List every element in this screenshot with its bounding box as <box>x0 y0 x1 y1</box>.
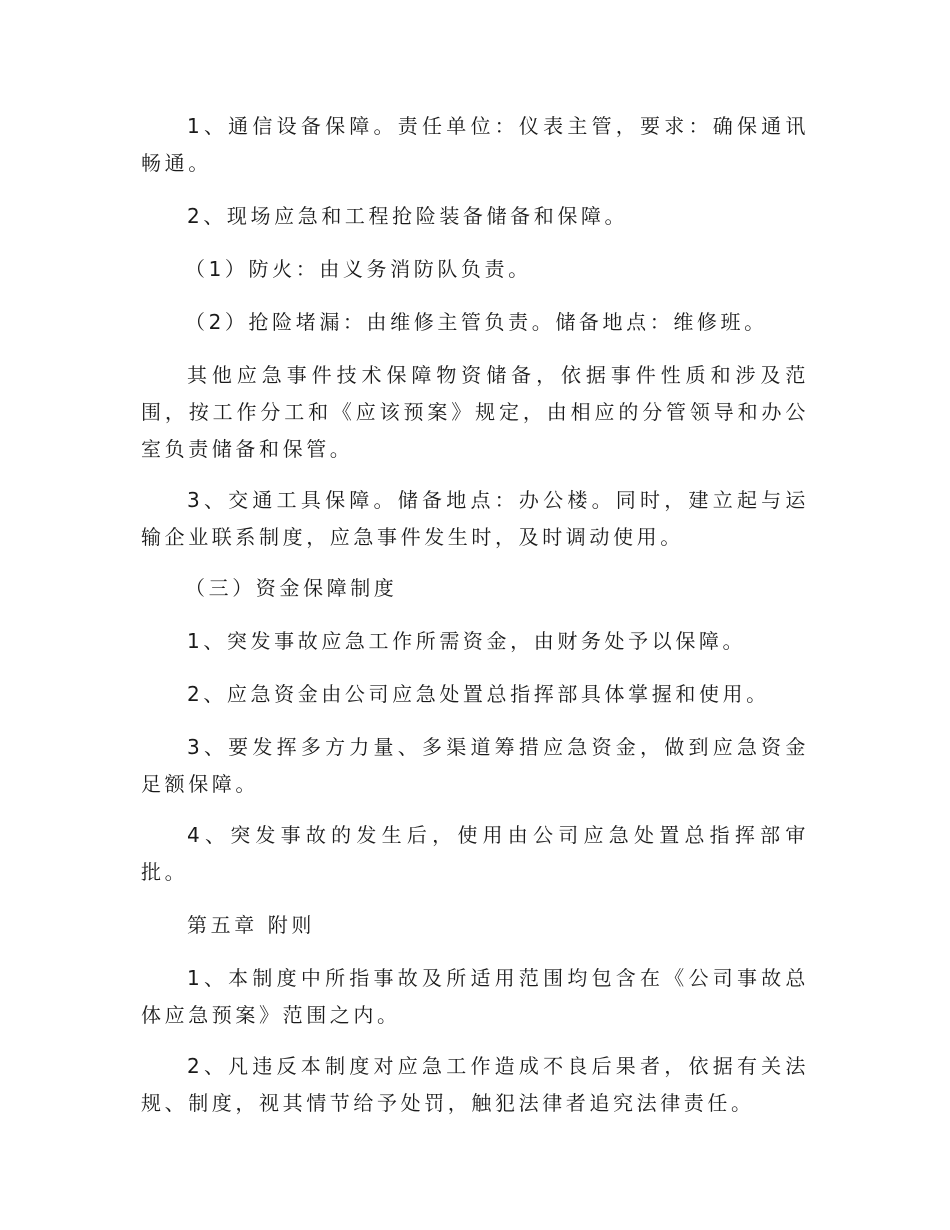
document-body <box>141 108 809 1122</box>
paragraph-funding-management: 2、应急资金由公司应急处置总指挥部具体掌握和使用。 <box>187 682 770 706</box>
paragraph-emergency-equipment: 2、现场应急和工程抢险装备储备和保障。 <box>187 204 629 228</box>
paragraph-leak-repair: （2）抢险堵漏：由维修主管负责。储备地点：维修班。 <box>185 310 768 334</box>
section-heading-funding: （三）资金保障制度 <box>185 576 398 600</box>
paragraph-fire-prevention: （1）防火：由义务消防队负责。 <box>185 257 532 281</box>
paragraph-communication-equipment: 1、通信设备保障。责任单位：仪表主管，要求：确保通讯畅通。 <box>141 114 809 175</box>
paragraph-penalties: 2、凡违反本制度对应急工作造成不良后果者，依据有关法规、制度，视其情节给予处罚，触犯法律者追究法律责任。 <box>141 1054 809 1115</box>
paragraph-other-supplies: 其他应急事件技术保障物资储备，依据事件性质和涉及范围，按工作分工和《应该预案》规定，由相应的分管领导和办公室负责储备和保管。 <box>141 363 809 461</box>
paragraph-transport: 3、交通工具保障。储备地点：办公楼。同时，建立起与运输企业联系制度，应急事件发生时，及时调动使用。 <box>141 488 809 549</box>
paragraph-funding-approval: 4、突发事故的发生后，使用由公司应急处置总指挥部审批。 <box>141 823 809 884</box>
paragraph-scope: 1、本制度中所指事故及所适用范围均包含在《公司事故总体应急预案》范围之内。 <box>141 966 809 1027</box>
paragraph-funding-raising: 3、要发挥多方力量、多渠道筹措应急资金，做到应急资金足额保障。 <box>141 735 809 796</box>
paragraph-funding-source: 1、突发事故应急工作所需资金，由财务处予以保障。 <box>187 629 747 653</box>
chapter-heading-appendix: 第五章 附则 <box>187 913 315 937</box>
